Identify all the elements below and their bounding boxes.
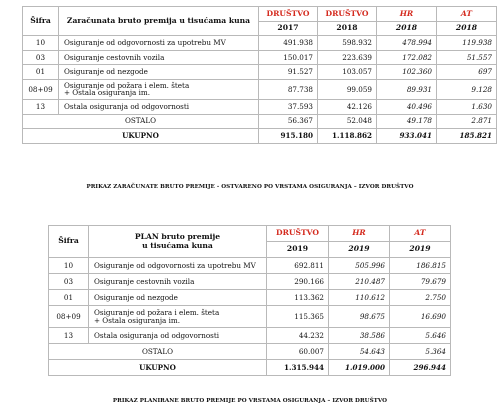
row-label: Osiguranje od odgovornosti za upotrebu MV: [59, 36, 259, 51]
table2-header-row: [49, 226, 451, 242]
table2-title-header: [89, 226, 267, 258]
table2-col1-label: DRUŠTVO: [267, 226, 329, 242]
ostalo-value: 54.643: [329, 344, 390, 360]
row-code: 10: [49, 258, 89, 274]
row-value: 697: [437, 65, 497, 80]
row-label: [59, 79, 259, 99]
table2-col1-year: 2019: [267, 242, 329, 258]
table1-col4-label: AT: [437, 7, 497, 22]
row-value: 491.938: [259, 36, 318, 51]
ostalo-value: 2.871: [437, 114, 497, 129]
table-row: [49, 274, 451, 290]
table1-col2-year: 2018: [318, 21, 377, 36]
row-value: 1.630: [437, 99, 497, 114]
row-value: 2.750: [390, 290, 451, 306]
row-value: 103.057: [318, 65, 377, 80]
ostalo-label: OSTALO: [23, 114, 259, 129]
row-label: [89, 306, 267, 328]
ostalo-value: 49.178: [377, 114, 437, 129]
ukupno-label: UKUPNO: [49, 360, 267, 376]
table2-col3-label: AT: [390, 226, 451, 242]
table2-title-line2: u tisućama kuna: [142, 240, 213, 250]
row-value: 16.690: [390, 306, 451, 328]
row-value: 91.527: [259, 65, 318, 80]
table2-title-line1: PLAN bruto premije: [134, 232, 221, 242]
row-label-line1: Osiguranje od požara i elem. šteta: [94, 307, 220, 317]
row-value: 172.082: [377, 50, 437, 65]
ukupno-value: 1.118.862: [318, 129, 377, 144]
row-value: 38.586: [329, 328, 390, 344]
row-label-line2: + Ostala osiguranja im.: [64, 88, 151, 98]
ukupno-value: 915.180: [259, 129, 318, 144]
row-label: Ostala osiguranja od odgovornosti: [59, 99, 259, 114]
table1-col2-label: DRUŠTVO: [318, 7, 377, 22]
row-value: 102.360: [377, 65, 437, 80]
row-label-line2: + Ostala osiguranja im.: [94, 315, 181, 325]
row-value: 37.593: [259, 99, 318, 114]
ukupno-value: 1.019.000: [329, 360, 390, 376]
row-value: 5.646: [390, 328, 451, 344]
table-row: [23, 79, 497, 99]
premium-plan-table: [48, 225, 451, 376]
table-row: [23, 99, 497, 114]
row-value: 99.059: [318, 79, 377, 99]
row-value: 79.679: [390, 274, 451, 290]
ukupno-value: 185.821: [437, 129, 497, 144]
row-code: 01: [49, 290, 89, 306]
row-value: 115.365: [267, 306, 329, 328]
row-value: 42.126: [318, 99, 377, 114]
ostalo-row: [23, 114, 497, 129]
row-value: 110.612: [329, 290, 390, 306]
table1-col4-year: 2018: [437, 21, 497, 36]
ostalo-value: 5.364: [390, 344, 451, 360]
row-code: 10: [23, 36, 59, 51]
table2-caption: PRIKAZ PLANIRANE BRUTO PREMIJE PO VRSTAMA OSIGURANJA – IZVOR DRUŠTVO: [112, 398, 388, 404]
row-value: 598.932: [318, 36, 377, 51]
row-value: 692.811: [267, 258, 329, 274]
row-label: Osiguranje od nezgode: [59, 65, 259, 80]
table-row: [49, 290, 451, 306]
row-value: 44.232: [267, 328, 329, 344]
row-value: 51.557: [437, 50, 497, 65]
table-row: [23, 36, 497, 51]
ostalo-value: 60.007: [267, 344, 329, 360]
ukupno-row: [23, 129, 497, 144]
row-code: 13: [23, 99, 59, 114]
row-label: Osiguranje od odgovornosti za upotrebu MV: [89, 258, 267, 274]
row-value: 89.931: [377, 79, 437, 99]
table2-sifra-header: Šifra: [49, 226, 89, 258]
table-row: [23, 50, 497, 65]
ostalo-label: OSTALO: [49, 344, 267, 360]
table1-col1-label: DRUŠTVO: [259, 7, 318, 22]
row-code: 03: [23, 50, 59, 65]
table1-sifra-header: Šifra: [23, 7, 59, 36]
table1-title-header: Zaračunata bruto premija u tisućama kuna: [59, 7, 259, 36]
row-code: 03: [49, 274, 89, 290]
row-code: 01: [23, 65, 59, 80]
row-value: 150.017: [259, 50, 318, 65]
row-value: 290.166: [267, 274, 329, 290]
row-value: 478.994: [377, 36, 437, 51]
row-label: Osiguranje od nezgode: [89, 290, 267, 306]
row-code: 08+09: [49, 306, 89, 328]
table1-col1-year: 2017: [259, 21, 318, 36]
row-code: 08+09: [23, 79, 59, 99]
table1-col3-label: HR: [377, 7, 437, 22]
ostalo-row: [49, 344, 451, 360]
row-value: 98.675: [329, 306, 390, 328]
row-value: 113.362: [267, 290, 329, 306]
table2-col2-label: HR: [329, 226, 390, 242]
row-value: 119.938: [437, 36, 497, 51]
row-value: 87.738: [259, 79, 318, 99]
ukupno-row: [49, 360, 451, 376]
table2-col3-year: 2019: [390, 242, 451, 258]
table1-header-row: [23, 7, 497, 22]
table-row: [49, 258, 451, 274]
table-row: [49, 328, 451, 344]
row-value: 40.496: [377, 99, 437, 114]
row-label: Osiguranje cestovnih vozila: [59, 50, 259, 65]
ostalo-value: 52.048: [318, 114, 377, 129]
table-row: [23, 65, 497, 80]
row-code: 13: [49, 328, 89, 344]
row-value: 505.996: [329, 258, 390, 274]
row-label-line1: Osiguranje od požara i elem. šteta: [64, 80, 190, 90]
row-label: Osiguranje cestovnih vozila: [89, 274, 267, 290]
ukupno-value: 1.315.944: [267, 360, 329, 376]
row-value: 9.128: [437, 79, 497, 99]
ostalo-value: 56.367: [259, 114, 318, 129]
ukupno-value: 933.041: [377, 129, 437, 144]
row-value: 210.487: [329, 274, 390, 290]
table2-col2-year: 2019: [329, 242, 390, 258]
table-row: [49, 306, 451, 328]
row-value: 223.639: [318, 50, 377, 65]
table1-col3-year: 2018: [377, 21, 437, 36]
ukupno-value: 296.944: [390, 360, 451, 376]
row-value: 186.815: [390, 258, 451, 274]
row-label: Ostala osiguranja od odgovornosti: [89, 328, 267, 344]
table1-caption: PRIKAZ ZARAČUNATE BRUTO PREMIJE - OSTVARENO PO VRSTAMA OSIGURANJA – IZVOR DRUŠTVO: [86, 184, 414, 190]
premium-realized-table: [22, 6, 497, 144]
ukupno-label: UKUPNO: [23, 129, 259, 144]
